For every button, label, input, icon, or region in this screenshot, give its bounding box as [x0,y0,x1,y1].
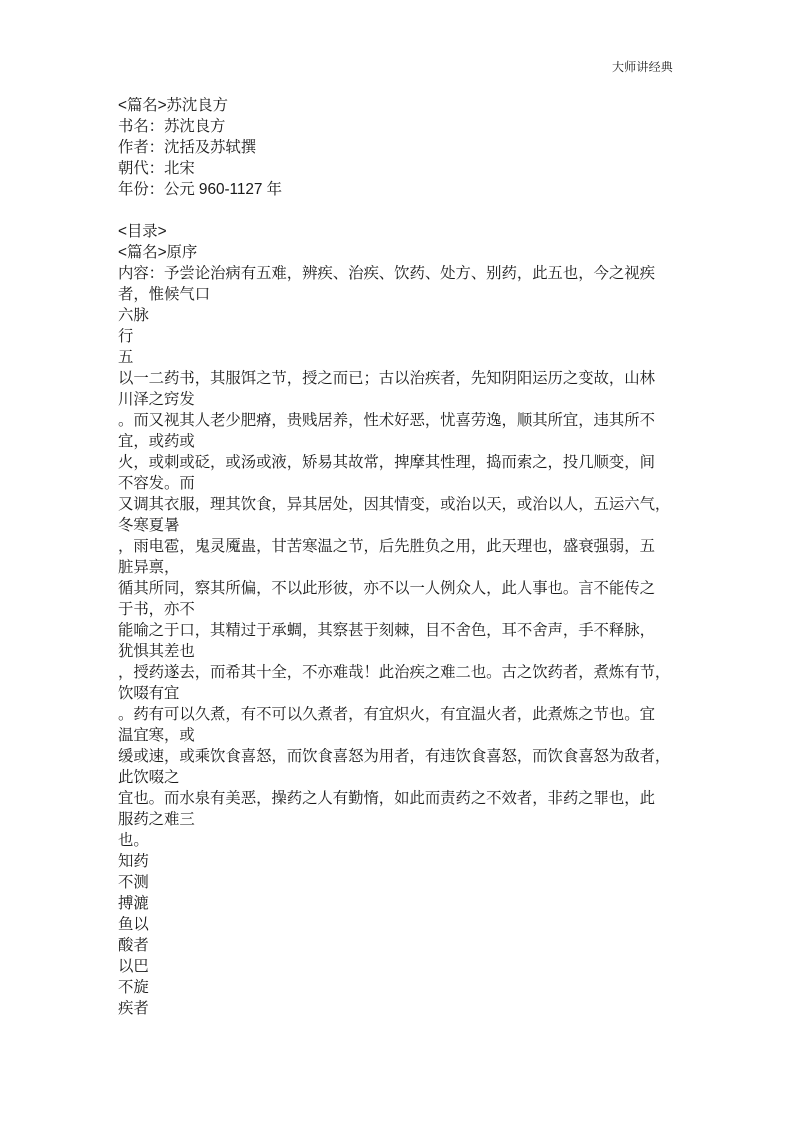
body-line: 宜，或药或 [118,432,195,450]
body-line: 。而又视其人老少肥瘠，贵贱居养，性术好恶，忧喜劳逸，顺其所宜，违其所不 [118,411,655,429]
body-line: 于书，亦不 [118,600,195,618]
body-line: 行 [118,327,134,345]
body-line: 知药 [118,852,149,870]
body-line: 五 [118,348,134,366]
body-line: ，授药遂去，而希其十全，不亦难哉！此治疾之难二也。古之饮药者，煮炼有节， [118,663,671,681]
body-line: 能喻之于口，其精过于承蜩，其察甚于刻棘，目不舍色，耳不舍声，手不释脉， [118,621,655,639]
body-line: 者，惟候气口 [118,285,211,303]
blank-line [118,200,678,221]
running-header: 大师讲经典 [612,60,674,74]
body-line: 循其所同，察其所偏，不以此形彼，亦不以一人例众人，此人事也。言不能传之 [118,579,655,597]
author: 作者：沈括及苏轼撰 [118,139,257,156]
body-line: 川泽之窍发 [118,390,195,408]
body-line: 温宜寒，或 [118,726,195,744]
body-line: 服药之难三 [118,810,195,828]
body-line: 六脉 [118,306,149,324]
chapter-title: <篇名>苏沈良方 [118,97,228,114]
body-line: 不旋 [118,978,149,996]
book-name: 书名：苏沈良方 [118,118,226,135]
dynasty: 朝代：北宋 [118,160,195,177]
body-line: 又调其衣服，理其饮食，异其居处，因其情变，或治以天，或治以人，五运六气， [118,495,671,513]
body-line: 鱼以 [118,915,149,933]
body-line: 火，或刺或砭，或汤或液，矫易其故常，捭摩其性理，捣而索之，投几顺变，间 [118,453,655,471]
body-line: 疾者 [118,999,149,1017]
body-line: 搏漉 [118,894,149,912]
body-line: 以一二药书，其服饵之节，授之而已；古以治疾者，先知阴阳运历之变故，山林 [118,369,655,387]
body-line: 缓或速，或乘饮食喜怒，而饮食喜怒为用者，有违饮食喜怒，而饮食喜怒为敌者， [118,747,671,765]
body-line: 酸者 [118,936,149,954]
body-line: 。药有可以久煮，有不可以久煮者，有宜炽火，有宜温火者，此煮炼之节也。宜 [118,705,655,723]
document-body [118,95,678,1019]
section-title: <篇名>原序 [118,244,198,261]
body-line: 内容：予尝论治病有五难，辨疾、治疾、饮药、处方、别药，此五也，今之视疾 [118,264,655,282]
body-line: 不容发。而 [118,474,195,492]
body-line: 此饮啜之 [118,768,180,786]
body-line: 以巴 [118,957,149,975]
body-line: ，雨电雹，鬼灵魇蛊，甘苦寒温之节，后先胜负之用，此天理也，盛衰强弱，五 [118,537,655,555]
body-line: 宜也。而水泉有美恶，操药之人有勤惰，如此而责药之不效者，非药之罪也，此 [118,789,655,807]
body-line: 不测 [118,873,149,891]
toc-label: <目录> [118,223,167,240]
body-line: 脏异禀， [118,558,180,576]
year-range: 年份：公元 960-1127 年 [118,181,282,198]
body-line: 冬寒夏暑 [118,516,180,534]
body-line: 饮啜有宜 [118,684,180,702]
body-line: 犹惧其差也 [118,642,195,660]
body-line: 也。 [118,831,149,849]
